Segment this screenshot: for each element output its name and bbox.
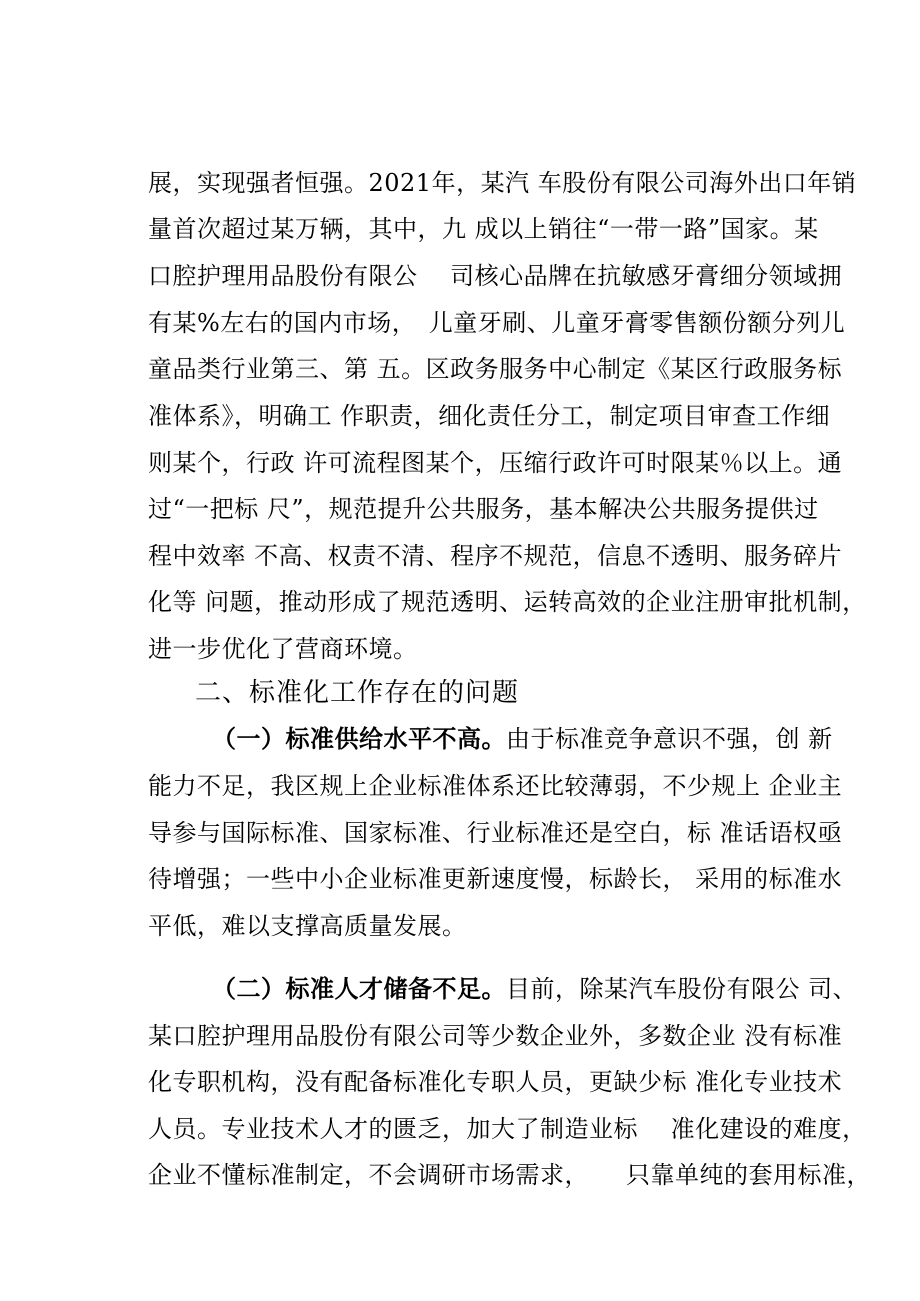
text-line: 准体系》，明确工 作职责，细化责任分工，制定项目审查工作细 xyxy=(148,402,831,430)
text-line: 人员。专业技术人才的匮乏，加大了制造业标 准化建设的难度， xyxy=(148,1115,867,1143)
item-first-line xyxy=(212,966,858,1012)
text-line: 过“一把标 尺”，规范提升公共服务，基本解决公共服务提供过 xyxy=(148,495,819,523)
text-line: 待增强；一些中小企业标准更新速度慢，标龄长， 采用的标准水 xyxy=(148,865,843,893)
item-title: （一）标准供给水平不高。 xyxy=(212,725,506,753)
text-line: 展，实现强者恒强。2021年，某汽 车股份有限公司海外出口年销 xyxy=(148,169,857,197)
text-line: 导参与国际标准、国家标准、行业标准还是空白，标 准话语权亟 xyxy=(148,819,843,847)
text-line: 有某%左右的国内市场， 儿童牙刷、儿童牙膏零售额份额分列儿 xyxy=(148,309,846,337)
text-line: 某口腔护理用品股份有限公司等少数企业外，多数企业 没有标准 xyxy=(148,1022,843,1050)
text-line: 童品类行业第三、第 五。区政务服务中心制定《某区行政服务标 xyxy=(148,355,843,383)
text-line: 程中效率 不高、权责不清、程序不规范，信息不透明、服务碎片 xyxy=(148,542,843,570)
item-text: 由于标准竞争意识不强，创 新 xyxy=(506,725,833,753)
item-title: （二）标准人才储备不足。 xyxy=(212,975,506,1003)
text-line: 企业不懂标准制定，不会调研市场需求， 只靠单纯的套用标准， xyxy=(148,1161,871,1189)
section-heading: 二、标准化工作存在的问题 xyxy=(195,678,520,708)
text-line: 化等 问题，推动形成了规范透明、运转高效的企业注册审批机制， xyxy=(148,588,867,616)
text-line: 平低，难以支撑高质量发展。 xyxy=(148,912,467,940)
item-first-line xyxy=(212,716,833,762)
text-line: 口腔护理用品股份有限公 司核心品牌在抗敏感牙膏细分领域拥 xyxy=(148,262,843,290)
item-text: 目前，除某汽车股份有限公 司、 xyxy=(506,975,858,1003)
text-line: 量首次超过某万辆，其中，九 成以上销往“一带一路”国家。某 xyxy=(148,215,819,243)
text-line: 进一步优化了营商环境。 xyxy=(148,635,418,663)
text-line: 则某个，行政 许可流程图某个，压缩行政许可时限某％以上。通 xyxy=(148,449,843,477)
text-line: 能力不足，我区规上企业标准体系还比较薄弱，不少规上 企业主 xyxy=(148,772,843,800)
text-line: 化专职机构，没有配备标准化专职人员，更缺少标 准化专业技术 xyxy=(148,1068,843,1096)
